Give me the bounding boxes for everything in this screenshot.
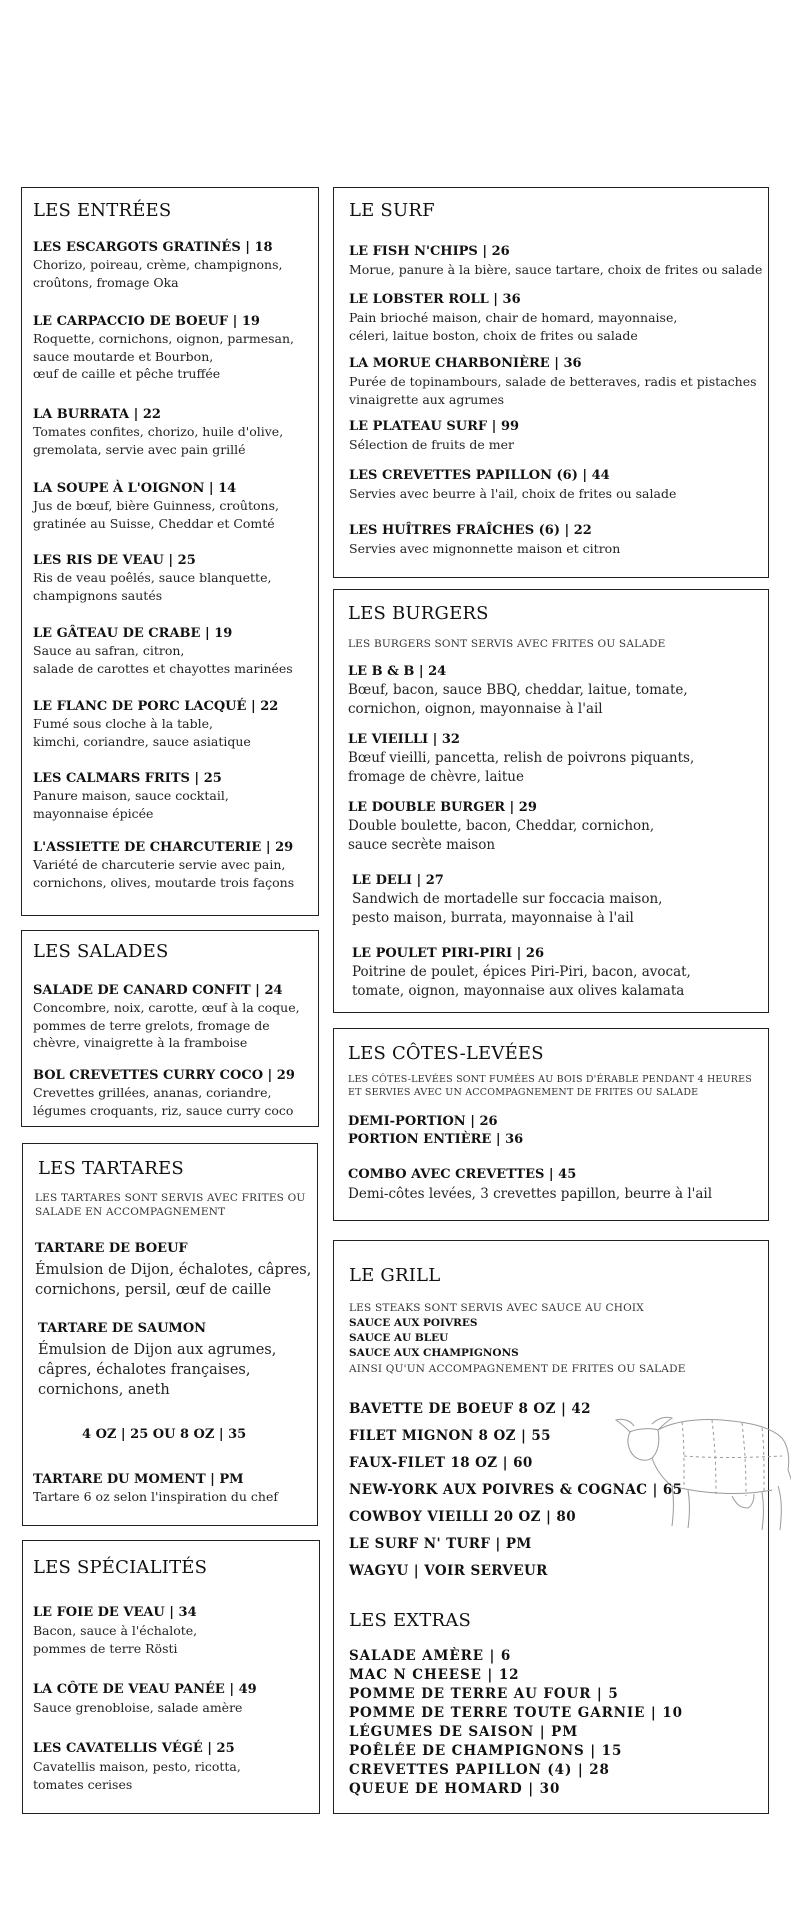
menu-item-name: LE FLANC DE PORC LACQUÉ | 22 [33,699,279,714]
cotes-note: LES CÔTES-LEVÉES SONT FUMÉES AU BOIS D'ÉRABLE PENDANT 4 HEURES ET SERVIES AVEC UN ACCOMPAGNEMENT DE FRITES OU SALADE [348,1074,752,1098]
menu-item-name: LE PLATEAU SURF | 99 [349,419,520,434]
extra-item: LÉGUMES DE SAISON | PM [349,1724,579,1740]
menu-item-name: LE FISH N'CHIPS | 26 [349,244,510,259]
burgers-note: LES BURGERS SONT SERVIS AVEC FRITES OU SALADE [348,638,666,650]
grill-title: LE GRILL [349,1265,441,1286]
menu-item-desc: Poitrine de poulet, épices Piri-Piri, bacon, avocat, tomate, oignon, mayonnaise aux olives kalamata [352,964,691,999]
menu-item-desc: Ris de veau poêlés, sauce blanquette, champignons sautés [33,570,272,603]
menu-item-desc: Chorizo, poireau, crème, champignons, croûtons, fromage Oka [33,257,283,290]
menu-item-desc: Tartare 6 oz selon l'inspiration du chef [33,1489,278,1504]
menu-item-name: LA MORUE CHARBONIÈRE | 36 [349,356,582,371]
menu-item-desc: Sandwich de mortadelle sur foccacia maison, pesto maison, burrata, mayonnaise à l'ail [352,891,663,926]
menu-item-name: LES HUÎTRES FRAÎCHES (6) | 22 [349,523,592,538]
tartares-title: LES TARTARES [38,1158,184,1179]
menu-item-name: LE LOBSTER ROLL | 36 [349,292,521,307]
grill-item: COWBOY VIEILLI 20 OZ | 80 [349,1509,577,1525]
menu-item-desc: Crevettes grillées, ananas, coriandre, légumes croquants, riz, sauce curry coco [33,1085,294,1118]
cotes-title: LES CÔTES-LEVÉES [348,1043,544,1064]
grill-item: FILET MIGNON 8 OZ | 55 [349,1428,551,1444]
menu-item-desc: Servies avec beurre à l'ail, choix de frites ou salade [349,486,677,501]
burgers-title: LES BURGERS [348,603,489,624]
menu-item-name: LES ESCARGOTS GRATINÉS | 18 [33,240,273,255]
grill-item: LE SURF N' TURF | PM [349,1536,532,1552]
menu-item-name: LA BURRATA | 22 [33,407,161,422]
menu-item-desc: Demi-côtes levées, 3 crevettes papillon, beurre à l'ail [348,1186,713,1202]
extra-item: POMME DE TERRE TOUTE GARNIE | 10 [349,1705,683,1721]
menu-item-desc: Fumé sous cloche à la table, kimchi, coriandre, sauce asiatique [33,716,251,749]
menu-item-name: LE FOIE DE VEAU | 34 [33,1605,197,1620]
menu-item-desc: Bacon, sauce à l'échalote, pommes de terre Rösti [33,1623,198,1656]
grill-item: WAGYU | VOIR SERVEUR [349,1563,548,1579]
extra-item: CREVETTES PAPILLON (4) | 28 [349,1762,610,1778]
extra-item: QUEUE DE HOMARD | 30 [349,1781,561,1797]
menu-item-name: LES RIS DE VEAU | 25 [33,553,196,568]
menu-item-desc: Panure maison, sauce cocktail, mayonnaise épicée [33,788,229,821]
menu-item-desc: Sauce au safran, citron, salade de carottes et chayottes marinées [33,643,293,676]
menu-item-name: LE CARPACCIO DE BOEUF | 19 [33,314,260,329]
menu-item-desc: Émulsion de Dijon, échalotes, câpres, cornichons, persil, œuf de caille [35,1262,312,1298]
entrees-title: LES ENTRÉES [33,200,172,221]
menu-item-desc: Variété de charcuterie servie avec pain, cornichons, olives, moutarde trois façons [33,857,295,890]
menu-item-desc: Pain brioché maison, chair de homard, mayonnaise, céleri, laitue boston, choix de frites ou salade [349,310,678,343]
sauce-option: SAUCE AU BLEU [349,1332,449,1344]
menu-item-name: LE DELI | 27 [352,873,444,888]
menu-item-desc: Tomates confites, chorizo, huile d'olive, gremolata, servie avec pain grillé [33,424,284,457]
grill-item: FAUX-FILET 18 OZ | 60 [349,1455,533,1471]
extra-item: POMME DE TERRE AU FOUR | 5 [349,1686,619,1702]
menu-item-name: TARTARE DE SAUMON [38,1321,207,1336]
extras-title: LES EXTRAS [349,1610,471,1631]
grill-note: LES STEAKS SONT SERVIS AVEC SAUCE AU CHOIX [349,1302,644,1314]
menu-item-desc: Sélection de fruits de mer [349,437,514,452]
surf-title: LE SURF [349,200,435,221]
tartares-note: LES TARTARES SONT SERVIS AVEC FRITES OU SALADE EN ACCOMPAGNEMENT [35,1192,306,1218]
menu-item-desc: Concombre, noix, carotte, œuf à la coque, pommes de terre grelots, fromage de chèvre, vinaigrette à la framboise [33,1000,300,1050]
menu-item-name: BOL CREVETTES CURRY COCO | 29 [33,1068,295,1083]
menu-item-desc: Roquette, cornichons, oignon, parmesan, sauce moutarde et Bourbon, œuf de caille et pêche truffée [33,331,294,381]
menu-item-name: TARTARE DE BOEUF [35,1241,188,1256]
menu-item-name: LES CAVATELLIS VÉGÉ | 25 [33,1741,235,1756]
sauce-option: SAUCE AUX CHAMPIGNONS [349,1347,519,1359]
menu-item-name: LE DOUBLE BURGER | 29 [348,800,537,815]
specialites-title: LES SPÉCIALITÉS [33,1557,208,1578]
sauce-option: SAUCE AUX POIVRES [349,1317,478,1329]
menu-item-name: PORTION ENTIÈRE | 36 [348,1132,524,1147]
grill-item: BAVETTE DE BOEUF 8 OZ | 42 [349,1401,591,1417]
menu-item-desc: Purée de topinambours, salade de betteraves, radis et pistaches vinaigrette aux agrumes [349,374,757,407]
menu-item-name: DEMI-PORTION | 26 [348,1114,498,1129]
menu-item-name: LES CREVETTES PAPILLON (6) | 44 [349,468,610,483]
menu-item-name: COMBO AVEC CREVETTES | 45 [348,1167,577,1182]
menu-item-name: TARTARE DU MOMENT | PM [33,1472,244,1487]
menu-item-desc: Émulsion de Dijon aux agrumes, câpres, échalotes françaises, cornichons, aneth [38,1342,277,1398]
menu-item-name: LA CÔTE DE VEAU PANÉE | 49 [33,1682,257,1697]
tartares-sizes: 4 OZ | 25 OU 8 OZ | 35 [82,1427,247,1442]
grill-item: NEW-YORK AUX POIVRES & COGNAC | 65 [349,1482,683,1498]
menu-item-desc: Cavatellis maison, pesto, ricotta, tomates cerises [33,1759,241,1792]
salades-title: LES SALADES [33,941,169,962]
menu-item-desc: Servies avec mignonnette maison et citron [349,541,621,556]
extra-item: POÊLÉE DE CHAMPIGNONS | 15 [349,1743,623,1759]
menu-item-desc: Morue, panure à la bière, sauce tartare, choix de frites ou salade [349,262,763,277]
menu-item-name: SALADE DE CANARD CONFIT | 24 [33,983,283,998]
menu-item-name: LE POULET PIRI-PIRI | 26 [352,946,545,961]
menu-item-name: LES CALMARS FRITS | 25 [33,771,222,786]
menu-item-desc: Bœuf vieilli, pancetta, relish de poivrons piquants, fromage de chèvre, laitue [348,750,695,785]
menu-item-desc: Jus de bœuf, bière Guinness, croûtons, gratinée au Suisse, Cheddar et Comté [33,498,279,531]
cow-icon [612,1398,791,1538]
menu-item-name: LE GÂTEAU DE CRABE | 19 [33,626,233,641]
extra-item: SALADE AMÈRE | 6 [349,1648,512,1664]
menu-item-name: LA SOUPE À L'OIGNON | 14 [33,481,237,496]
grill-note: AINSI QU'UN ACCOMPAGNEMENT DE FRITES OU SALADE [349,1363,686,1375]
extra-item: MAC N CHEESE | 12 [349,1667,520,1683]
menu-item-name: LE B & B | 24 [348,664,447,679]
menu-item-desc: Sauce grenobloise, salade amère [33,1700,243,1715]
menu-item-desc: Double boulette, bacon, Cheddar, cornichon, sauce secrète maison [348,818,655,853]
menu-item-desc: Bœuf, bacon, sauce BBQ, cheddar, laitue, tomate, cornichon, oignon, mayonnaise à l'ail [348,682,688,717]
menu-item-name: LE VIEILLI | 32 [348,732,460,747]
menu-item-name: L'ASSIETTE DE CHARCUTERIE | 29 [33,840,294,855]
